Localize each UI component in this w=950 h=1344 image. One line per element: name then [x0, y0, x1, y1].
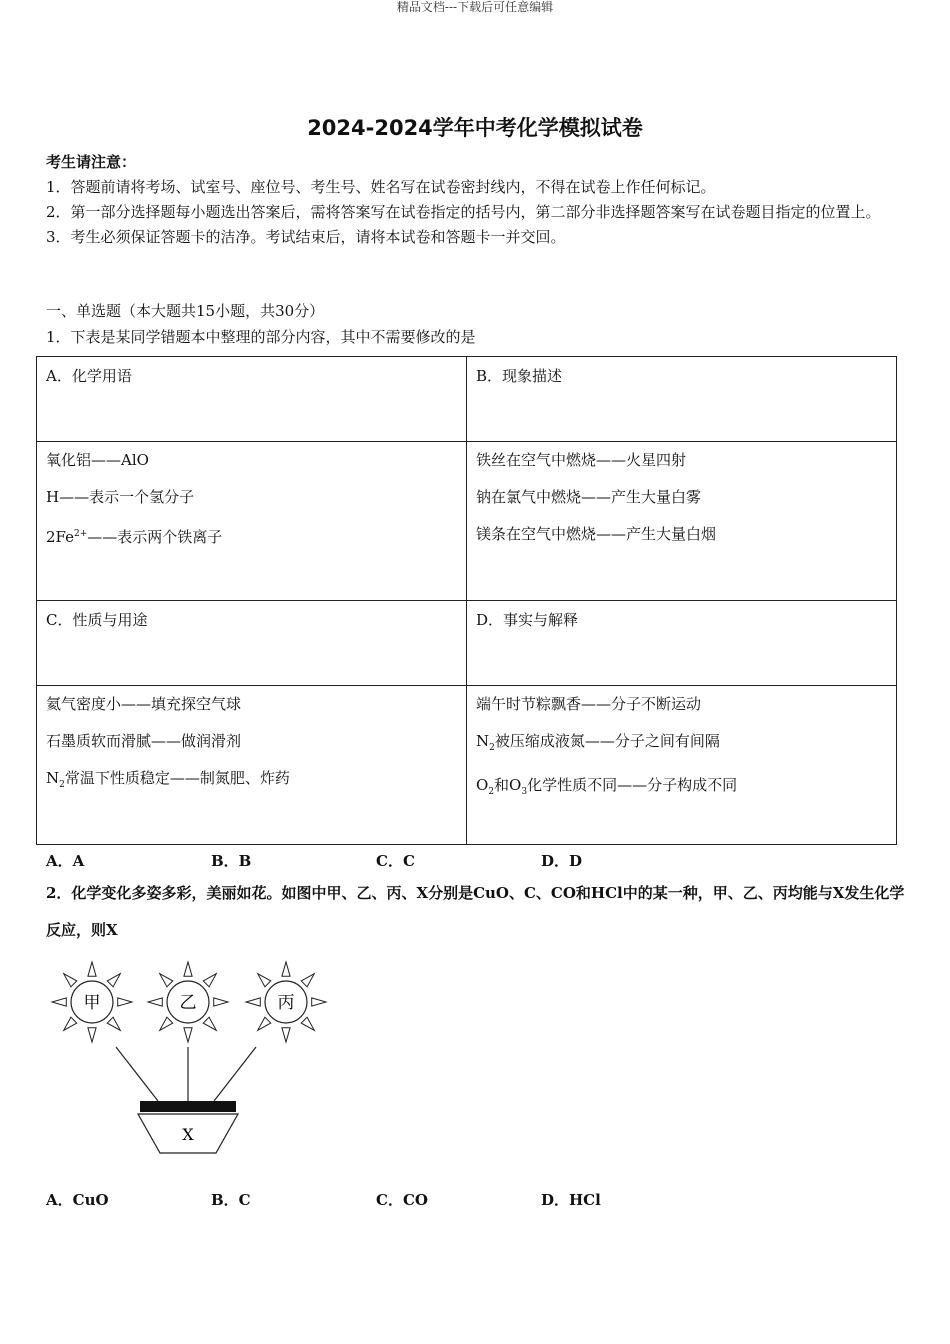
b-item-3: 镁条在空气中燃烧——产生大量白烟 [476, 525, 717, 543]
flower-petal [107, 974, 120, 987]
flower-petal [52, 998, 66, 1006]
flower-label: 甲 [83, 993, 101, 1013]
c-item-2: 石墨质软而滑腻——做润滑剂 [46, 732, 242, 750]
b-item-2: 钠在氯气中燃烧——产生大量白雾 [476, 488, 702, 506]
c-item-3 [46, 768, 457, 795]
a-item-3 [46, 524, 457, 547]
flowers-group [52, 962, 326, 1042]
c-item-1: 氦气密度小——填充探空气球 [46, 695, 242, 713]
cell-b-body [467, 442, 897, 601]
cell-c-body [37, 686, 467, 845]
a-item-2: H——表示一个氢分子 [46, 488, 195, 506]
flower-petal [203, 1017, 216, 1030]
c-item-3-formula: N [46, 769, 60, 787]
cell-a-head: A．化学用语 [37, 357, 467, 442]
flower-petal [148, 998, 162, 1006]
q1-stem: 1．下表是某同学错题本中整理的部分内容，其中不需要修改的是 [46, 328, 476, 346]
q2-stem: 2．化学变化多姿多彩，美丽如花。如图中甲、乙、丙、X分别是CuO、C、CO和HCl中的某一种，甲、乙、丙均能与X发生化学反应，则X [46, 884, 905, 939]
flower-petal [203, 974, 216, 987]
d-item-2 [476, 731, 887, 758]
q1-table [36, 356, 897, 845]
a-item-3-formula: 2Fe [46, 528, 75, 546]
d-item-3-o3-sub: 3 [521, 787, 528, 797]
a-item-1: 氧化铝——AlO [46, 451, 149, 469]
flower-petal [118, 998, 132, 1006]
flower-petal [64, 1017, 77, 1030]
flower-petal [88, 962, 96, 976]
notice-item-3: 3．考生必须保证答题卡的洁净。考试结束后，请将本试卷和答题卡一并交回。 [46, 228, 566, 246]
q1-table-row [37, 442, 897, 601]
flower-label: 乙 [179, 993, 197, 1013]
notice-item-2: 2．第一部分选择题每小题选出答案后，需将答案写在试卷指定的括号内，第二部分非选择题答案写在试卷题目指定的位置上。 [46, 203, 881, 221]
d-item-2-sub: 2 [489, 743, 495, 753]
cell-b-head: B．现象描述 [467, 357, 897, 442]
cell-d-body [467, 686, 897, 845]
flower-petal [160, 974, 173, 987]
header-note: 精品文档---下载后可任意编辑 [396, 0, 554, 14]
cell-c-head: C．性质与用途 [37, 601, 467, 686]
q1-option-c[interactable]: C．C [376, 852, 415, 870]
flower-petal [214, 998, 228, 1006]
q2-option-a[interactable]: A．CuO [46, 1191, 109, 1209]
q2-options [46, 1189, 706, 1210]
flower-petal [88, 1028, 96, 1042]
flower-petal [246, 998, 260, 1006]
q1-options [46, 850, 706, 871]
flower-petal [184, 962, 192, 976]
d-item-3-text: 化学性质不同——分子构成不同 [527, 776, 738, 794]
q1-option-b[interactable]: B．B [211, 852, 252, 870]
flower-petal [312, 998, 326, 1006]
pot-rim [140, 1101, 236, 1112]
a-item-3-text: ——表示两个铁离子 [87, 528, 223, 546]
flower-petal [282, 1028, 290, 1042]
d-item-1: 端午时节粽飘香——分子不断运动 [476, 695, 702, 713]
q2-option-b[interactable]: B．C [211, 1191, 251, 1209]
flower-petal [301, 974, 314, 987]
flower-petal [160, 1017, 173, 1030]
flower-petal [258, 974, 271, 987]
stem-right [214, 1047, 256, 1101]
d-item-2-formula: N [476, 732, 490, 750]
flower-petal [282, 962, 290, 976]
section-title: 一、单选题（本大题共15小题，共30分） [46, 302, 325, 320]
page-title: 2024-2024学年中考化学模拟试卷 [307, 116, 643, 140]
q1-option-a[interactable]: A．A [46, 852, 85, 870]
d-item-2-text: 被压缩成液氮——分子之间有间隔 [494, 732, 720, 750]
notice-block [46, 150, 916, 250]
c-item-3-text: 常温下性质稳定——制氮肥、炸药 [64, 769, 290, 787]
flower-label: 丙 [277, 993, 295, 1013]
q2-option-c[interactable]: C．CO [376, 1191, 428, 1209]
q1-table-row [37, 686, 897, 845]
flower-petal [64, 974, 77, 987]
q2-option-d[interactable]: D．HCl [541, 1191, 601, 1209]
flower-petal [258, 1017, 271, 1030]
c-item-3-sub: 2 [59, 780, 65, 790]
flower-petal [184, 1028, 192, 1042]
q1-option-d[interactable]: D．D [541, 852, 583, 870]
flower-pot-diagram [40, 955, 340, 1160]
d-item-3 [476, 775, 887, 802]
b-item-1: 铁丝在空气中燃烧——火星四射 [476, 451, 687, 469]
stem-left [116, 1047, 158, 1101]
a-item-3-charge: 2+ [74, 529, 88, 539]
d-item-3-mid: 和O [494, 776, 522, 794]
q1-table-row [37, 601, 897, 686]
q1-table-row [37, 357, 897, 442]
d-item-3-o2-sub: 2 [488, 787, 495, 797]
d-item-3-o2: O [476, 776, 489, 794]
flower-petal [301, 1017, 314, 1030]
flower-petal [107, 1017, 120, 1030]
cell-d-head: D．事实与解释 [467, 601, 897, 686]
notice-item-1: 1．答题前请将考场、试室号、座位号、考生号、姓名写在试卷密封线内，不得在试卷上作任何标记。 [46, 178, 716, 196]
pot-label: X [182, 1125, 194, 1144]
cell-a-body [37, 442, 467, 601]
notice-heading: 考生请注意： [46, 153, 137, 171]
